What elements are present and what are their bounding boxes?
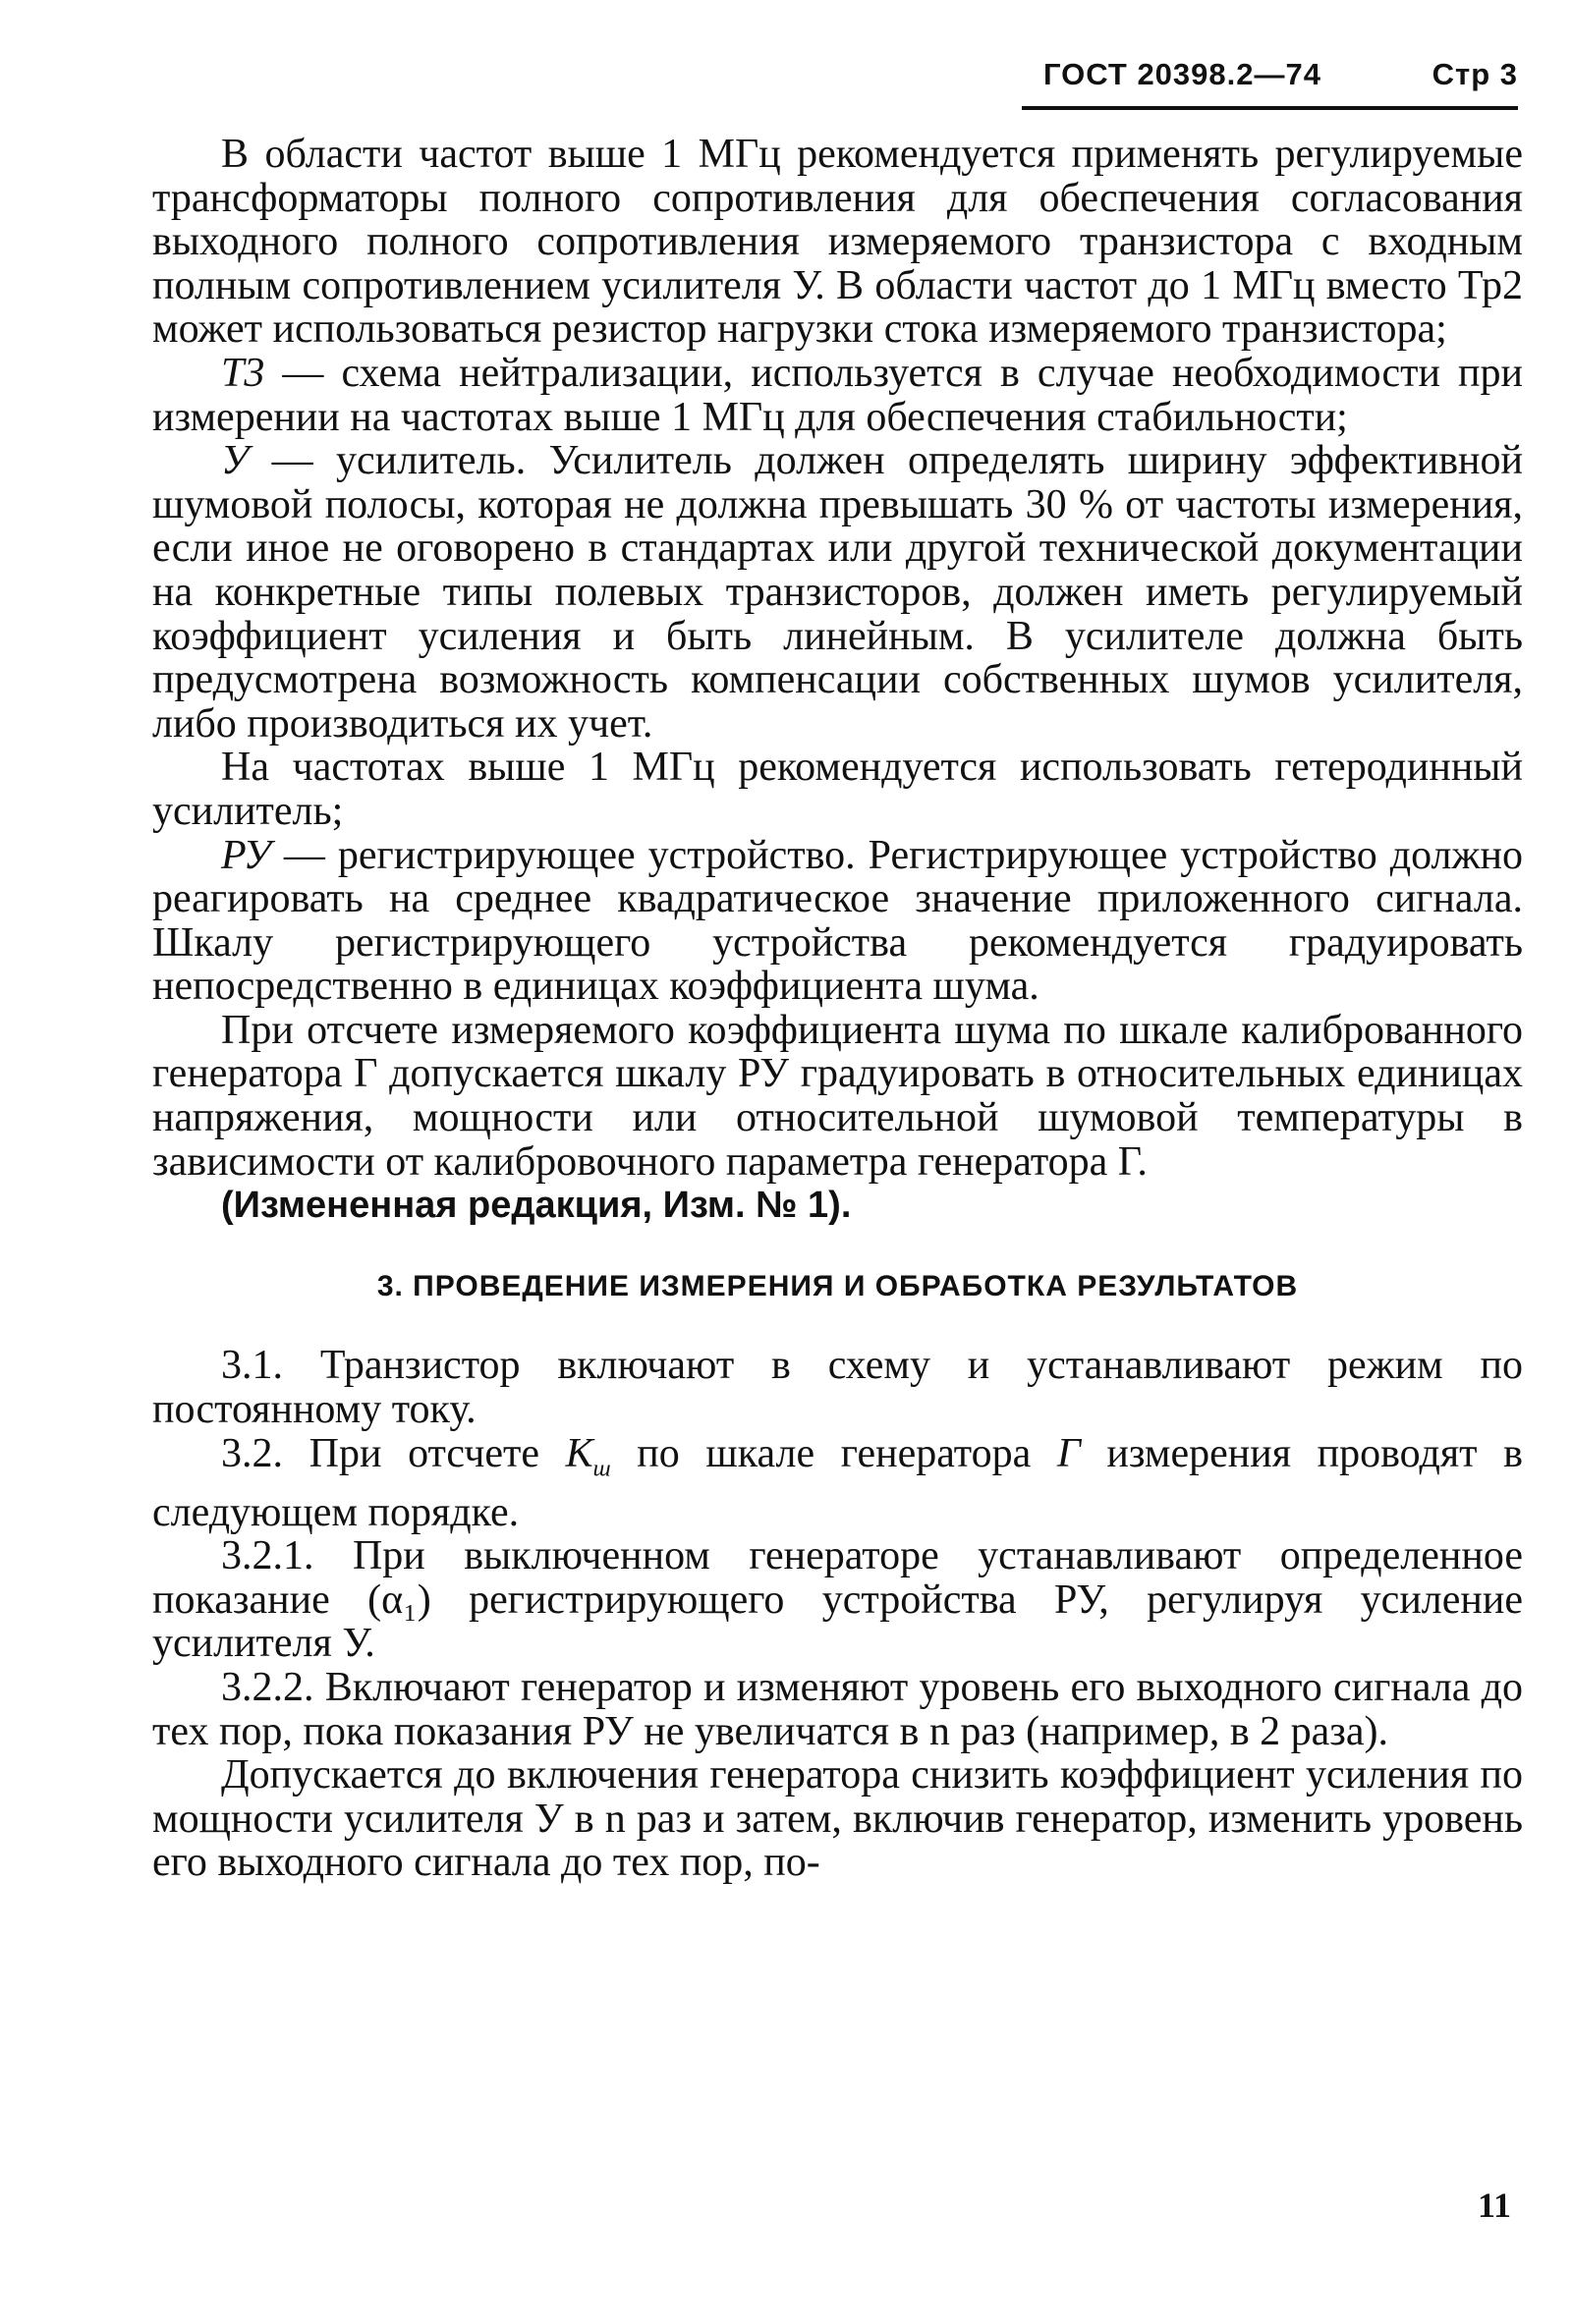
symbol-k: К [565,1430,593,1476]
term-t3: Т3 [221,350,265,396]
clause-3-2-text-b: по шкале генератора [610,1430,1057,1476]
paragraph-recorder-text: — регистрирующее устройство. Регистрирующее устройство должно реагировать на среднее квадратическое значение приложенного сигнала. Шкалу регистрирующего устройства рекомендуется градуировать непосредственно в единицах коэффициента шума. [152,832,1523,1010]
page-header [1022,57,1518,110]
symbol-k-subscript: ш [592,1456,611,1482]
page-number: 11 [1477,2186,1511,2225]
clause-3-2-text-a: 3.2. При отсчете [221,1430,566,1476]
term-recorder: РУ [221,832,271,878]
paragraph-recorder [152,834,1523,1009]
page-label: Стр 3 [1432,57,1518,91]
clause-3-2 [152,1432,1523,1535]
clause-3-2-1: 3.2.1. При выключенном генераторе устанавливают определенное показание (α₁) регистрирующего устройства РУ, регулируя усиление усилителя У. [152,1533,1523,1667]
paragraph-amplifier [152,439,1523,746]
paragraph-heterodyne: На частотах выше 1 МГц рекомендуется использовать гетеродинный усилитель; [152,745,1523,834]
paragraph-calibrated-generator: При отсчете измеряемого коэффициента шума по шкале калиброванного генератора Г допускается шкалу РУ градуировать в относительных единицах напряжения, мощности или относительной шумовой температуры в зависимости от калибровочного параметра генератора Г. [152,1007,1523,1185]
paragraph-amplifier-text: — усилитель. Усилитель должен определять ширину эффективной шумовой полосы, которая не должна превышать 30 % от частоты измерения, если иное не оговорено в стандартах или другой технической документации на конкретные типы полевых транзисторов, должен иметь регулируемый коэффициент усиления и быть линейным. В усилителе должна быть предусмотрена возможность компенсации собственных шумов усилителя, либо производиться их учет. [152,438,1523,747]
clause-3-2-text-c: измерения проводят в следующем порядке. [152,1430,1523,1535]
amendment-note: (Измененная редакция, Изм. № 1). [221,1185,852,1227]
paragraph-t3 [152,352,1523,439]
document-body [152,133,1523,1885]
paragraph-t3-text: — схема нейтрализации, используется в случае необходимости при измерении на частотах выше 1 МГц для обеспечения стабильности; [152,350,1523,440]
standard-number: ГОСТ 20398.2—74 [1043,57,1321,91]
paragraph-frequency-transformers: В области частот выше 1 МГц рекомендуется применять регулируемые трансформаторы полного сопротивления для обеспечения согласования выходного полного сопротивления измеряемого транзистора с входным полным сопротивлением усилителя У. В области частот до 1 МГц вместо Тр2 может использоваться резистор нагрузки стока измеряемого транзистора; [152,132,1523,353]
clause-3-1: 3.1. Транзистор включают в схему и устанавливают режим по постоянному току. [152,1343,1523,1433]
term-amplifier: У [221,438,250,484]
section-title: 3. ПРОВЕДЕНИЕ ИЗМЕРЕНИЯ И ОБРАБОТКА РЕЗУЛЬТАТОВ [376,1269,1299,1302]
clause-3-2-2: 3.2.2. Включают генератор и изменяют уровень его выходного сигнала до тех пор, пока показания РУ не увеличатся в n раз (например, в 2 раза). [152,1664,1523,1754]
symbol-g: Г [1056,1430,1081,1476]
clause-3-2-2-note: Допускается до включения генератора снизить коэффициент усиления по мощности усилителя У в n раз и затем, включив генератор, изменить уровень его выходного сигнала до тех пор, по- [152,1752,1523,1886]
